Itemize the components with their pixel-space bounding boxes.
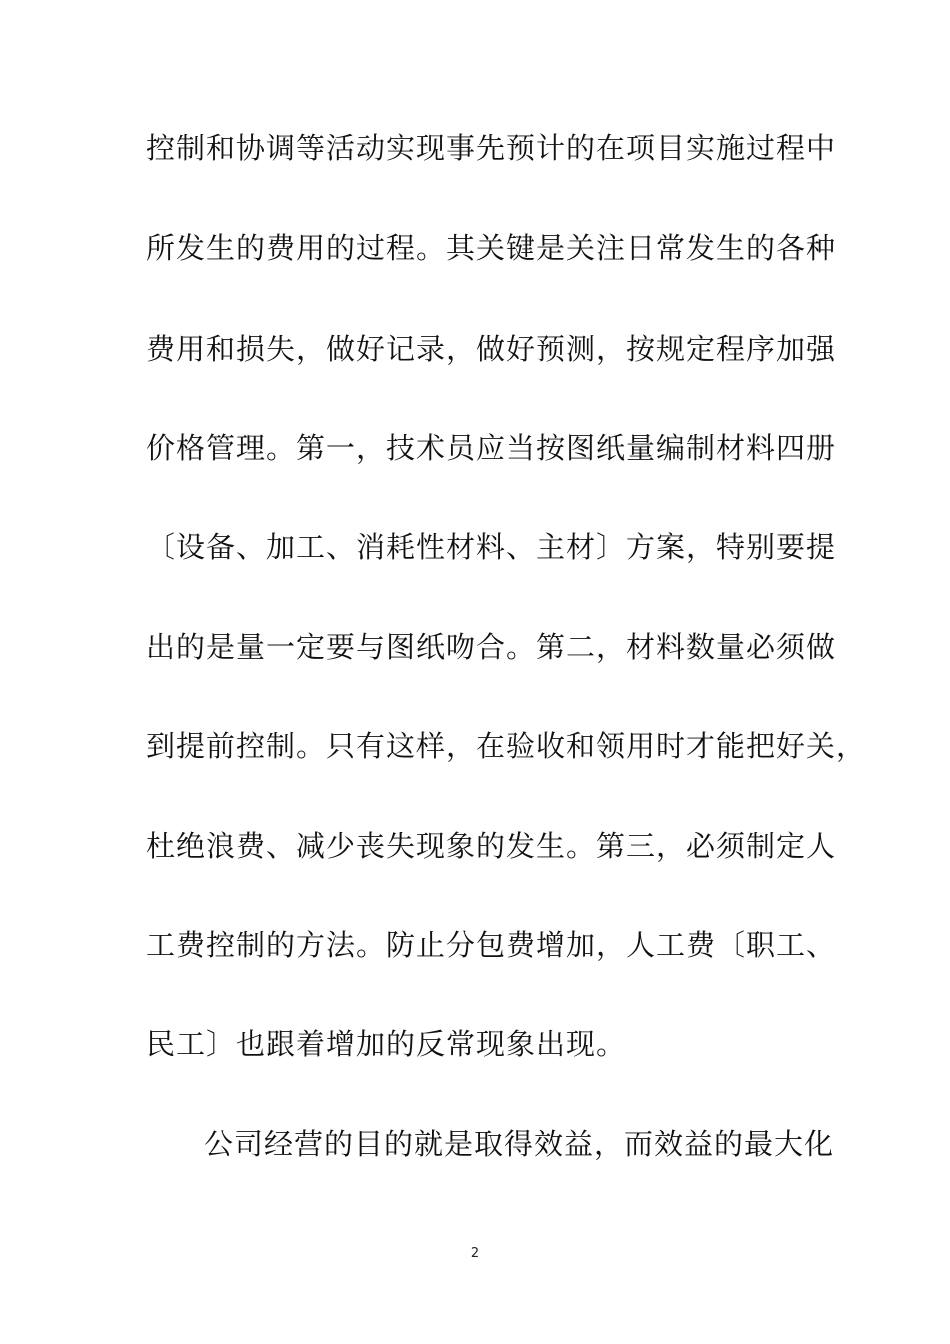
text-line-6: 出的是量一定要与图纸吻合。第二，材料数量必须做 <box>146 630 837 664</box>
text-line-7: 到提前控制。只有这样，在验收和领用时才能把好关， <box>146 729 867 763</box>
text-line-9: 工费控制的方法。防止分包费增加，人工费〔职工、 <box>146 928 837 962</box>
text-line-10: 民工〕也跟着增加的反常现象出现。 <box>146 1027 627 1061</box>
text-line-2: 所发生的费用的过程。其关键是关注日常发生的各种 <box>146 231 837 265</box>
text-line-3: 费用和损失，做好记录，做好预测，按规定程序加强 <box>146 332 837 366</box>
text-line-4: 价格管理。第一，技术员应当按图纸量编制材料四册 <box>146 431 837 465</box>
page-number: 2 <box>470 1246 480 1261</box>
text-line-1: 控制和协调等活动实现事先预计的在项目实施过程中 <box>146 131 837 165</box>
text-line-5: 〔设备、加工、消耗性材料、主材〕方案，特别要提 <box>146 530 837 564</box>
text-line-8: 杜绝浪费、减少丧失现象的发生。第三，必须制定人 <box>146 829 837 863</box>
paragraph-start-line: 公司经营的目的就是取得效益，而效益的最大化 <box>204 1127 835 1161</box>
